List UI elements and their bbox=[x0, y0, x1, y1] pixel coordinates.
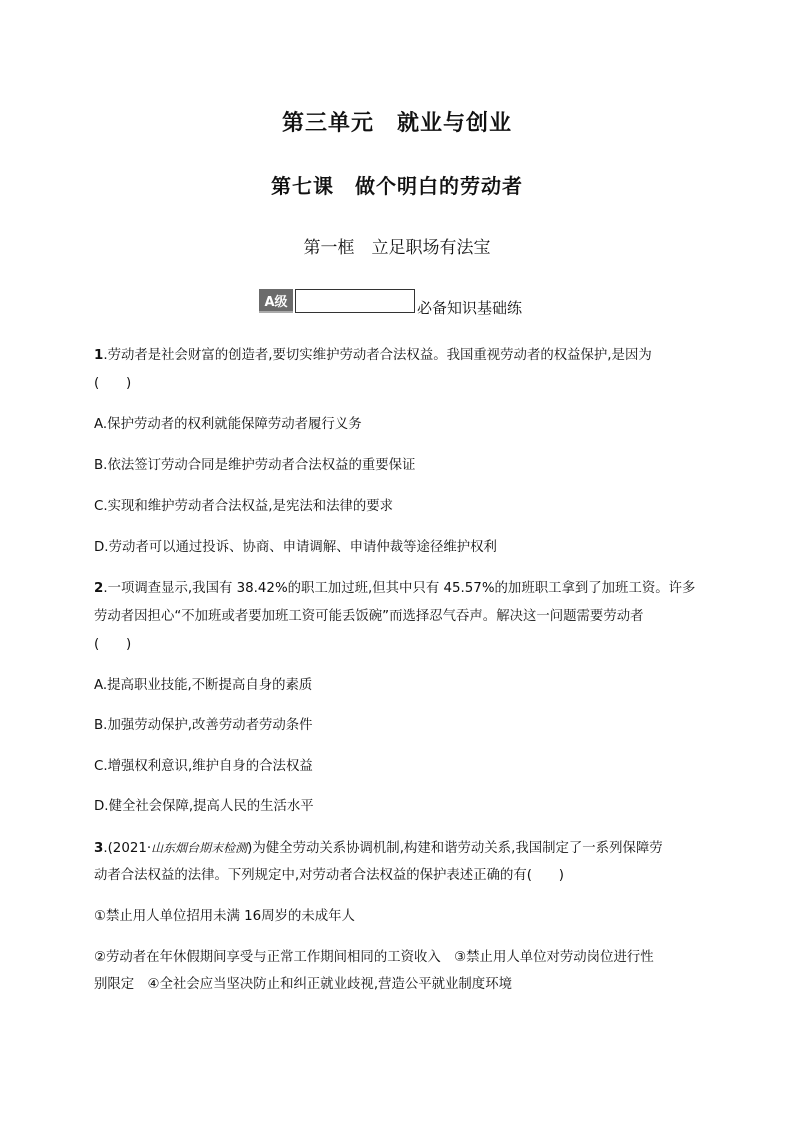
question-3-item-3: 别限定 ④全社会应当坚决防止和纠正就业歧视,营造公平就业制度环境 bbox=[94, 977, 512, 992]
question-3-stem-line2: 动者合法权益的法律。下列规定中,对劳动者合法权益的保护表述正确的有( ) bbox=[94, 868, 564, 883]
question-number: 2 bbox=[94, 581, 104, 596]
question-1-option-d[interactable]: D.劳动者可以通过投诉、协商、申请调解、申请仲裁等途径维护权利 bbox=[94, 540, 497, 555]
question-number: 3 bbox=[94, 841, 104, 856]
question-number: 1 bbox=[94, 348, 104, 363]
level-header bbox=[259, 289, 522, 315]
question-text: .一项调查显示,我国有 38.42%的职工加过班,但其中只有 45.57%的加班职工拿到了加班工资。许多 bbox=[103, 581, 696, 596]
question-2-option-b[interactable]: B.加强劳动保护,改善劳动者劳动条件 bbox=[94, 718, 313, 733]
level-label: 必备知识基础练 bbox=[417, 299, 523, 317]
question-text: )为健全劳动关系协调机制,构建和谐劳动关系,我国制定了一系列保障劳 bbox=[247, 841, 663, 856]
question-1-option-a[interactable]: A.保护劳动者的权利就能保障劳动者履行义务 bbox=[94, 417, 362, 432]
question-3-item-2: ②劳动者在年休假期间享受与正常工作期间相同的工资收入 ③禁止用人单位对劳动岗位进行性 bbox=[94, 950, 654, 965]
question-1-blank: ( ) bbox=[94, 376, 132, 391]
question-2-option-a[interactable]: A.提高职业技能,不断提高自身的素质 bbox=[94, 678, 313, 693]
question-source: 山东烟台期末检测 bbox=[151, 841, 248, 855]
question-1-stem bbox=[94, 346, 714, 366]
question-2-option-d[interactable]: D.健全社会保障,提高人民的生活水平 bbox=[94, 799, 314, 814]
frame-title: 第一框 立足职场有法宝 bbox=[303, 238, 491, 258]
question-source-prefix: .(2021· bbox=[103, 841, 152, 856]
question-text: .劳动者是社会财富的创造者,要切实维护劳动者合法权益。我国重视劳动者的权益保护,是因为 bbox=[103, 348, 652, 363]
question-3-item-1: ①禁止用人单位招用未满 16周岁的未成年人 bbox=[94, 909, 355, 924]
question-2-stem bbox=[94, 579, 714, 599]
unit-title: 第三单元 就业与创业 bbox=[281, 111, 512, 136]
level-box bbox=[295, 289, 415, 313]
question-1-option-b[interactable]: B.依法签订劳动合同是维护劳动者合法权益的重要保证 bbox=[94, 458, 416, 473]
question-3-stem bbox=[94, 838, 714, 859]
question-2-option-c[interactable]: C.增强权利意识,维护自身的合法权益 bbox=[94, 759, 313, 774]
level-badge: A级 bbox=[259, 289, 293, 311]
question-1-option-c[interactable]: C.实现和维护劳动者合法权益,是宪法和法律的要求 bbox=[94, 499, 394, 514]
question-2-stem-line2: 劳动者因担心“不加班或者要加班工资可能丢饭碗”而选择忍气吞声。解决这一问题需要劳动者 bbox=[94, 609, 644, 624]
question-2-blank: ( ) bbox=[94, 637, 132, 652]
lesson-title: 第七课 做个明白的劳动者 bbox=[271, 174, 523, 198]
